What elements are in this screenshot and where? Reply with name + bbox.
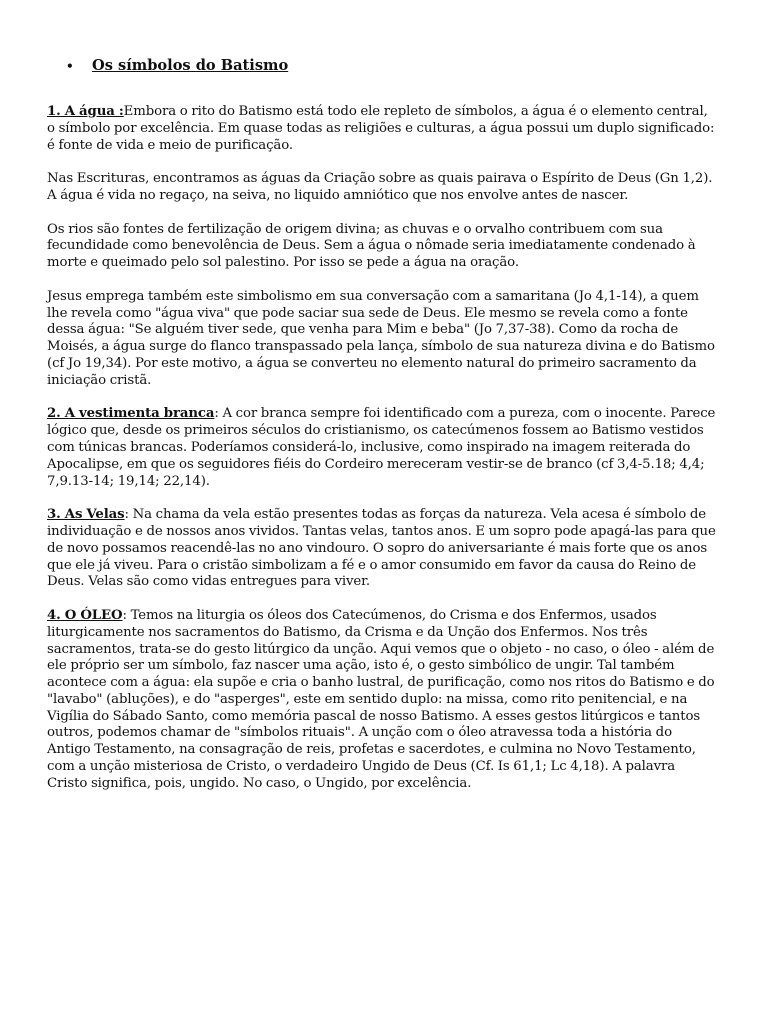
paragraph-velas bbox=[47, 507, 716, 591]
paragraph-agua-intro bbox=[47, 104, 716, 154]
label-agua: 1. A água : bbox=[47, 104, 124, 119]
paragraph-oleo bbox=[47, 608, 716, 793]
paragraph-agua-rios: Os rios são fontes de fertilização de origem divina; as chuvas e o orvalho contribuem com sua fecundidade como benevolência de Deus. Sem a água o nômade seria imediatamente condenado à morte e queimado pelo sol palestino. Por isso se pede a água na oração. bbox=[47, 221, 696, 271]
bullet-icon: • bbox=[66, 59, 74, 73]
paragraph-agua-jesus: Jesus emprega também este simbolismo em sua conversação com a samaritana (Jo 4,1-14), a quem lhe revela como "água viva" que pode saciar sua sede de Deus. Ele mesmo se revela como a fonte dessa água: "Se alguém tiver sede, que venha para Mim e beba" (Jo 7,37-38). Como da rocha de Moisés, a água surge do flanco transpassado pela lança, símbolo de sua natureza divina e do Batismo (cf Jo 19,34). Por este motivo, a água se converteu no elemento natural do primeiro sacramento da iniciação cristã. bbox=[47, 288, 715, 388]
label-vestimenta: 2. A vestimenta branca bbox=[47, 406, 215, 422]
text-velas: : Na chama da vela estão presentes todas as forças da natureza. Vela acesa é símbolo de individuação e de nossos anos vividos. Tantas velas, tantos anos. E um sopro pode apagá-las para que de novo possamos reacendê-las no ano vindouro. O sopro do aniversariante é mais forte que os anos que ele já viveu. Para o cristão simbolizam a fé e o amor consumido em favor da causa do Reino de Deus. Velas são como vidas entregues para viver. bbox=[47, 507, 716, 590]
text-oleo: : Temos na liturgia os óleos dos Catecúmenos, do Crisma e dos Enfermos, usados liturgicamente nos sacramentos do Batismo, da Crisma e da Unção dos Enfermos. Nos três sacramentos, trata-se do gesto litúrgico da unção. Aqui vemos que o objeto - no caso, o óleo - além de ele próprio ser um símbolo, faz nascer uma ação, isto é, o gesto simbólico de ungir. Tal também acontece com a água: ela supõe e cria o banho lustral, de purificação, como nos ritos do Batismo e do "lavabo" (abluções), e do "asperges", este em sentido duplo: na missa, como rito penitencial, e na Vigília do Sábado Santo, como memória pascal de nosso Batismo. A esses gestos litúrgicos e tantos outros, podemos chamar de "símbolos rituais". A unção com o óleo atravessa toda a história do Antigo Testamento, na consagração de reis, profetas e sacerdotes, e culmina no Novo Testamento, com a unção misteriosa de Cristo, o verdadeiro Ungido de Deus (Cf. Is 61,1; Lc 4,18). A palavra Cristo significa, pois, ungido. No caso, o Ungido, por excelência. bbox=[47, 607, 715, 791]
text-agua: Embora o rito do Batismo está todo ele repleto de símbolos, a água é o elemento central, o símbolo por excelência. Em quase todas as religiões e culturas, a água possui um duplo significado: é fonte de vida e meio de purificação. bbox=[47, 104, 715, 153]
page-title: Os símbolos do Batismo bbox=[92, 57, 289, 74]
paragraph-vestimenta bbox=[47, 406, 716, 490]
label-oleo: 4. O ÓLEO bbox=[47, 607, 123, 623]
paragraph-agua-escrituras: Nas Escrituras, encontramos as águas da Criação sobre as quais pairava o Espírito de Deus (Gn 1,2). A água é vida no regaço, na seiva, no liquido amniótico que nos envolve antes de nascer. bbox=[47, 171, 713, 203]
text-vestimenta: : A cor branca sempre foi identificado com a pureza, com o inocente. Parece lógico que, desde os primeiros séculos do cristianismo, os catecúmenos fossem ao Batismo vestidos com túnicas brancas. Poderíamos considerá-lo, inclusive, como inspirado na imagem reiterada do Apocalipse, em que os seguidores fiéis do Cordeiro mereceram vestir-se de branco (cf 3,4-5.18; 4,4; 7,9.13-14; 19,14; 22,14). bbox=[47, 406, 716, 489]
section-heading bbox=[66, 57, 716, 74]
label-velas: 3. As Velas bbox=[47, 507, 125, 523]
